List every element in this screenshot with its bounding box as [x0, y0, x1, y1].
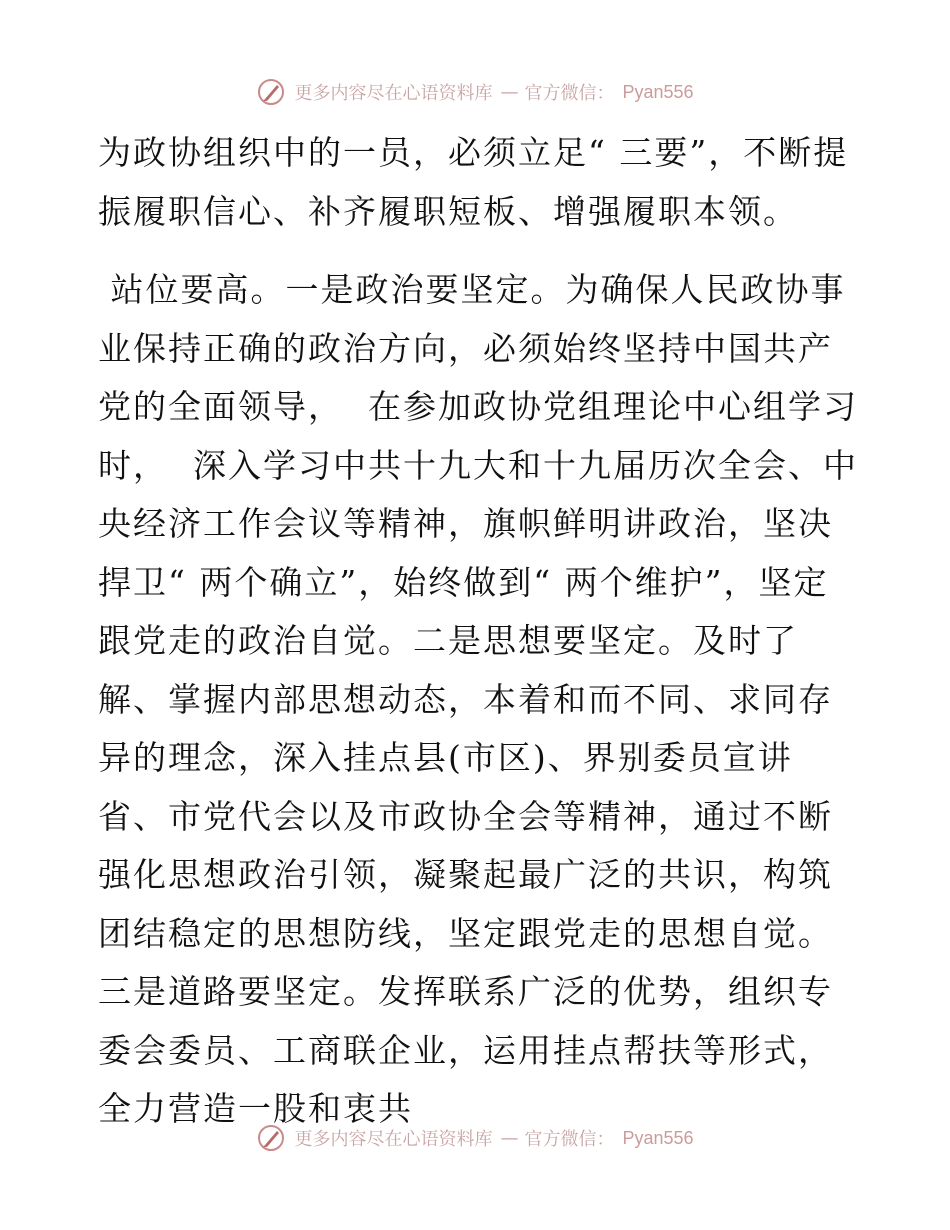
watermark-account: Pyan556 [622, 81, 694, 102]
watermark-separator: — [500, 1127, 517, 1149]
quill-circle-logo-icon [256, 1123, 286, 1153]
quill-circle-logo-icon [256, 77, 286, 107]
header-watermark [0, 72, 950, 112]
paragraph: 为政协组织中的一员，必须立足“ 三要”，不断提振履职信心、补齐履职短板、增强履职本领。 [98, 133, 849, 231]
watermark-brand: 更多内容尽在心语资料库 [294, 83, 493, 104]
watermark-separator: — [500, 81, 517, 103]
watermark-brand: 更多内容尽在心语资料库 [294, 1129, 493, 1150]
watermark-label: 官方微信： [524, 1129, 615, 1150]
watermark-account: Pyan556 [622, 1127, 694, 1148]
paragraph-spacer [98, 241, 858, 261]
footer-watermark [0, 1118, 950, 1158]
document-body [98, 124, 858, 1139]
paragraph: 站位要高。一是政治要坚定。为确保人民政协事业保持正确的政治方向，必须始终坚持中国共产党的全面领导， 在参加政协党组理论中心组学习时， 深入学习中共十九大和十九届历次全会、中央经济工作会议等精神，旗帜鲜明讲政治，坚决捍卫“ 两个确立”，始终做到“ 两个维护”，坚定跟党走的政治自觉。二是思想要坚定。及时了解、掌握内部思想动态，本着和而不同、求同存异的理念，深入挂点县(市区)、界别委员宣讲省、市党代会以及市政协全会等精神，通过不断强化思想政治引领，凝聚起最广泛的共识，构筑团结稳定的思想防线，坚定跟党走的思想自觉。三是道路要坚定。发挥联系广泛的优势，组织专委会委员、工商联企业，运用挂点帮扶等形式，全力营造一股和衷共 [98, 270, 858, 1128]
watermark-label: 官方微信： [524, 83, 615, 104]
